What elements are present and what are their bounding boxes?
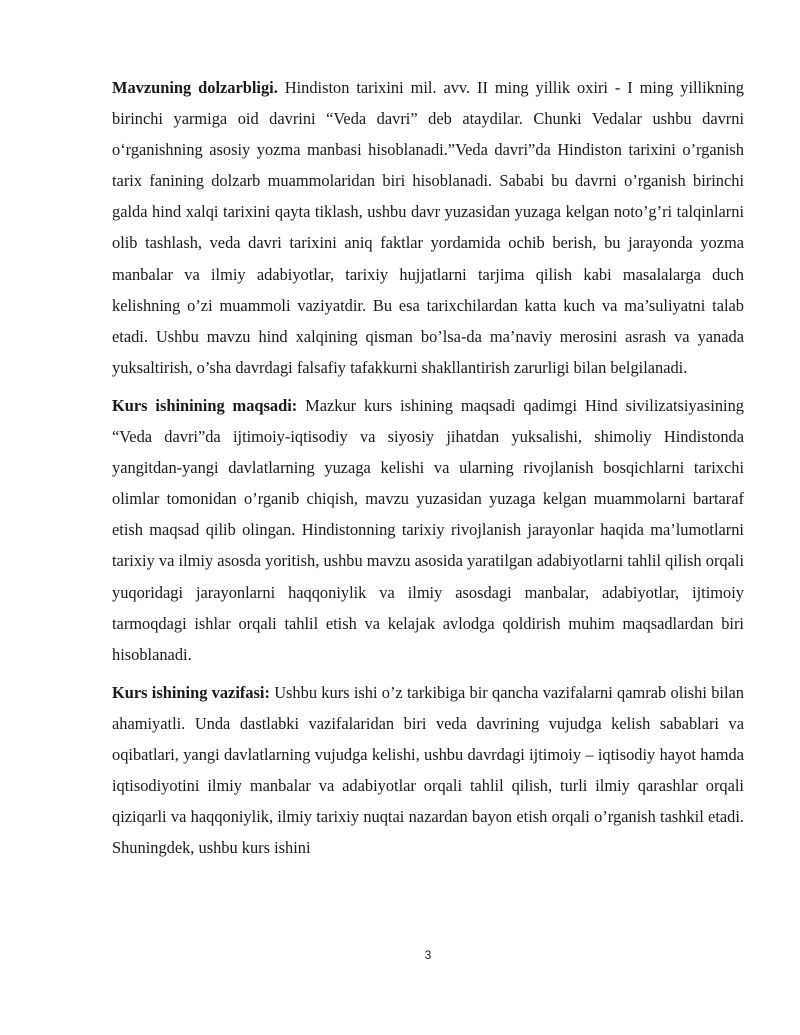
paragraph-heading-goal: Kurs ishinining maqsadi: (112, 395, 306, 415)
paragraph-text-relevance: Hindiston tarixini mil. avv. II ming yillik oxiri - I ming yillikning birinchi yarmiga oid davrini “Veda davri” deb ataydilar. Chunki Vedalar ushbu davrni o‘rganishning asosiy yozma manbasi hisoblanadi.”Veda davri”da Hindiston tarixini o’rganish tarix fanining dolzarb muammolaridan biri hisoblanadi. Sababi bu davrni o’rganish birinchi galda hind xalqi tarixini qayta tiklash, ushbu davr yuzasidan yuzaga kelgan noto’g’ri talqinlarni olib tashlash, veda davri tarixini aniq faktlar yordamida ochib berish, bu jarayonda yozma manbalar va ilmiy adabiyotlar, tarixiy hujjatlarni tarjima qilish kabi masalalarga duch kelishning o’zi muammoli vaziyatdir. Bu esa tarixchilardan katta kuch va ma’suliyatni talab etadi. Ushbu mavzu hind xalqining qisman bo’lsa-da ma’naviy merosini asrash va yanada yuksaltirish, o’sha davrdagi falsafiy tafakkurni shakllantirish zarurligi bilan belgilanadi. (112, 78, 744, 377)
paragraph-text-goal: Mazkur kurs ishining maqsadi qadimgi Hind sivilizatsiyasining “Veda davri”da ijtimoiy-iqtisodiy va siyosiy jihatdan yuksalishi, shimoliy Hindistonda yangitdan-yangi davlatlarning yuzaga kelishi va ularning rivojlanish bosqichlarni tarixchi olimlar tomonidan o’rganib chiqish, mavzu yuzasidan yuzaga kelgan muammolarni bartaraf etish maqsad qilib olingan. Hindistonning tarixiy rivojlanish jarayonlar haqida ma’lumotlarni tarixiy va ilmiy asosda yoritish, ushbu mavzu asosida yaratilgan adabiyotlarni tahlil qilish orqali yuqoridagi jarayonlarni haqqoniylik va ilmiy asosdagi manbalar, adabiyotlar, ijtimoiy tarmoqdagi ishlar orqali tahlil etish va kelajak avlodga qoldirish muhim maqsadlardan biri hisoblanadi. (112, 395, 744, 664)
page-number: 3 (424, 948, 432, 962)
paragraph-relevance (112, 72, 744, 383)
document-body (112, 72, 744, 870)
paragraph-task (112, 677, 744, 864)
paragraph-heading-task: Kurs ishining vazifasi: (112, 682, 275, 702)
paragraph-goal (112, 390, 744, 670)
paragraph-heading-relevance: Mavzuning dolzarbligi. (112, 78, 285, 97)
paragraph-text-task: Ushbu kurs ishi o’z tarkibiga bir qancha vazifalarni qamrab olishi bilan ahamiyatli. Unda dastlabki vazifalaridan biri veda davrining vujudga kelish sabablari va oqibatlari, yangi davlatlarning vujudga kelishi, ushbu davrdagi ijtimoiy – iqtisodiy hayot hamda iqtisodiyotini ilmiy manbalar va adabiyotlar orqali tahlil qilish, turli ilmiy qarashlar orqali qiziqarli va haqqoniylik, ilmiy tarixiy nuqtai nazardan bayon etish orqali o’rganish tashkil etadi. Shuningdek, ushbu kurs ishini (112, 682, 744, 858)
